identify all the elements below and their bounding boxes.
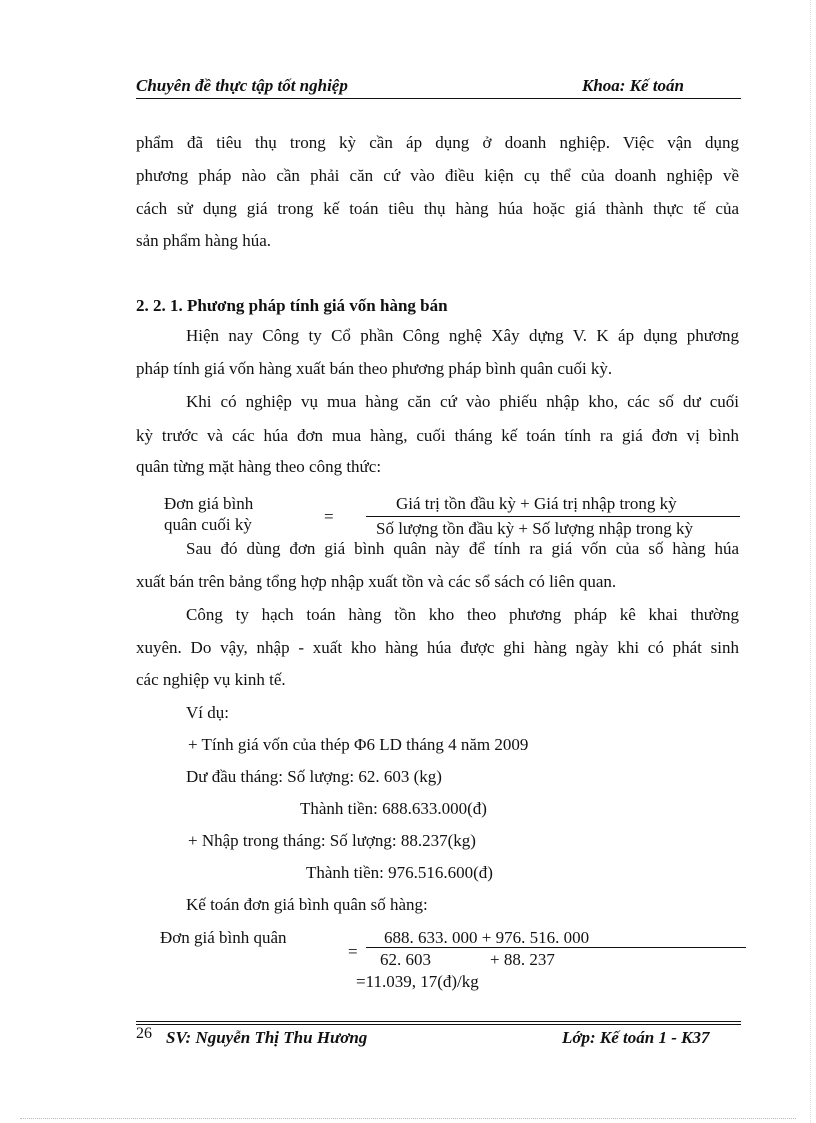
example-opening-amount: Thành tiền: 688.633.000(đ) xyxy=(300,799,487,818)
para4-line-3: các nghiệp vụ kinh tế. xyxy=(136,670,286,689)
example-label: Ví dụ: xyxy=(186,703,229,722)
formula2-numerator: 688. 633. 000 + 976. 516. 000 xyxy=(384,928,590,947)
para2-line-2: kỳ trước và các húa đơn mua hàng, cuối tháng kế toán tính ra giá đơn vị bình xyxy=(136,426,739,445)
para4-line-2: xuyên. Do vậy, nhập - xuất kho hàng húa được ghi hàng ngày khi có phát sinh xyxy=(136,638,739,657)
page-number: 26 xyxy=(136,1025,152,1042)
formula2-denominator-a: 62. 603 xyxy=(380,950,431,969)
formula1-numerator: Giá trị tồn đầu kỳ + Giá trị nhập trong kỳ xyxy=(396,494,677,513)
para3-line-2: xuất bán trên bảng tổng hợp nhập xuất tồn và các sổ sách có liên quan. xyxy=(136,572,617,591)
formula2-equals: = xyxy=(348,942,358,961)
para2-line-3: quân từng mặt hàng theo công thức: xyxy=(136,457,382,476)
example-opening-quantity: Dư đầu tháng: Số lượng: 62. 603 (kg) xyxy=(186,767,442,786)
para1-line-2: pháp tính giá vốn hàng xuất bán theo phương pháp bình quân cuối kỳ. xyxy=(136,359,613,378)
intro-line-3: cách sử dụng giá trong kế toán tiêu thụ hàng húa hoặc giá thành thực tế của xyxy=(136,199,739,218)
header-title: Chuyên đề thực tập tốt nghiệp xyxy=(136,76,348,95)
footer-rule-top xyxy=(136,1021,741,1022)
section-heading: 2. 2. 1. Phương pháp tính giá vốn hàng bán xyxy=(136,296,448,315)
footer-rule-bottom xyxy=(136,1024,741,1025)
page-edge-dotted xyxy=(20,1118,796,1119)
formula2-fraction-bar xyxy=(366,947,746,948)
example-calc-label: Kế toán đơn giá bình quân số hàng: xyxy=(186,895,428,914)
formula1-lhs-line-1: Đơn giá bình xyxy=(164,494,254,513)
para2-line-1: Khi có nghiệp vụ mua hàng căn cứ vào phiếu nhập kho, các số dư cuối xyxy=(186,392,739,411)
formula1-denominator: Số lượng tồn đầu kỳ + Số lượng nhập trong kỳ xyxy=(376,519,694,538)
footer-class: Lớp: Kế toán 1 - K37 xyxy=(562,1028,710,1047)
para3-line-1: Sau đó dùng đơn giá bình quân này để tính ra giá vốn của số hàng húa xyxy=(186,539,739,558)
example-import-amount: Thành tiền: 976.516.600(đ) xyxy=(306,863,493,882)
formula1-lhs-line-2: quân cuối kỳ xyxy=(164,515,252,534)
intro-line-1: phẩm đã tiêu thụ trong kỳ cần áp dụng ở doanh nghiệp. Việc vận dụng xyxy=(136,133,739,152)
para1-line-1: Hiện nay Công ty Cổ phần Công nghệ Xây dựng V. K áp dụng phương xyxy=(186,326,739,345)
example-item: + Tính giá vốn của thép Φ6 LD tháng 4 năm 2009 xyxy=(188,735,529,754)
formula2-result: =11.039, 17(đ)/kg xyxy=(356,972,479,991)
page-edge-dotted-vertical xyxy=(810,0,811,1123)
footer-student: SV: Nguyễn Thị Thu Hương xyxy=(166,1028,368,1047)
example-import-quantity: + Nhập trong tháng: Số lượng: 88.237(kg) xyxy=(188,831,476,850)
header-rule xyxy=(136,98,741,99)
para4-line-1: Công ty hạch toán hàng tồn kho theo phương pháp kê khai thường xyxy=(186,605,739,624)
intro-line-4: sản phẩm hàng húa. xyxy=(136,231,272,250)
formula1-fraction-bar xyxy=(366,516,740,517)
intro-line-2: phương pháp nào cần phải căn cứ vào điều kiện cụ thể của doanh nghiệp về xyxy=(136,166,739,185)
formula1-equals: = xyxy=(324,507,334,526)
header-department: Khoa: Kế toán xyxy=(582,76,685,95)
formula2-denominator-b: + 88. 237 xyxy=(490,950,555,969)
formula2-lhs: Đơn giá bình quân xyxy=(160,928,287,947)
